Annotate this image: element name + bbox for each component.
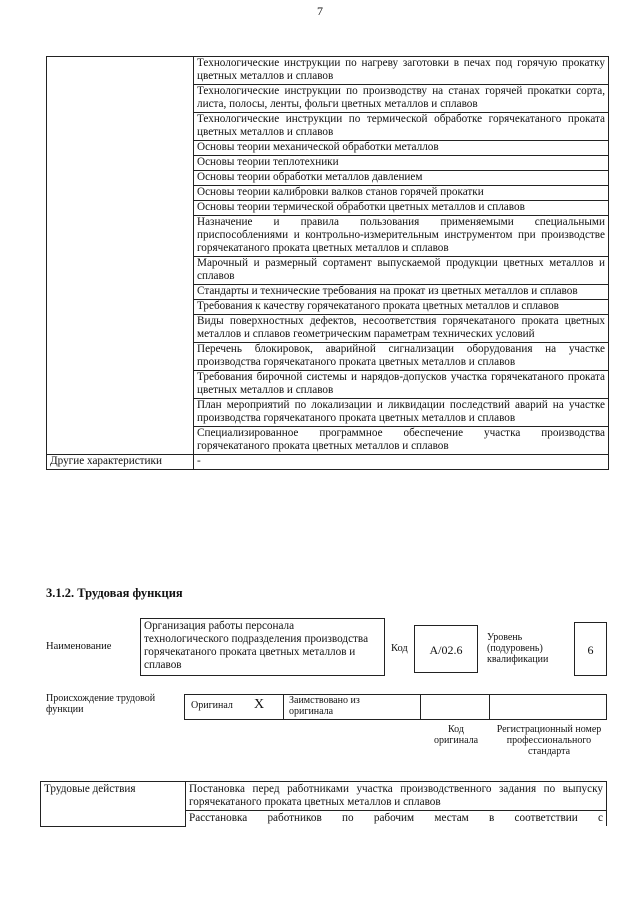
name-label: Наименование bbox=[46, 641, 112, 652]
original-code-cell bbox=[420, 694, 490, 720]
code-caption: Код оригинала bbox=[433, 724, 479, 746]
code-label: Код bbox=[391, 643, 408, 654]
knowledge-cell: Основы теории теплотехники bbox=[194, 156, 609, 171]
function-code: A/02.6 bbox=[429, 643, 463, 657]
knowledge-cell: Технологические инструкции по производству на станах горячей прокатки сорта, листа, полосы, ленты, фольги цветных металлов и сплавов bbox=[194, 85, 609, 113]
table-row bbox=[47, 455, 609, 470]
original-mark: X bbox=[254, 697, 265, 712]
knowledge-cell: Назначение и правила пользования применяемыми специальными приспособлениями и контрольно-измерительным инструментом при производстве горячекатаного проката цветных металлов и сплавов bbox=[194, 216, 609, 257]
knowledge-cell: Марочный и размерный сортамент выпускаемой продукции цветных металлов и сплавов bbox=[194, 257, 609, 285]
level-box bbox=[574, 622, 607, 676]
code-box bbox=[414, 625, 478, 673]
knowledge-cell: Перечень блокировок, аварийной сигнализации оборудования на участке производства горячекатаного проката цветных металлов и сплавов bbox=[194, 343, 609, 371]
knowledge-cell: Основы теории механической обработки металлов bbox=[194, 141, 609, 156]
knowledge-table bbox=[46, 56, 609, 470]
knowledge-cell: Основы теории калибровки валков станов горячей прокатки bbox=[194, 186, 609, 201]
knowledge-cell: План мероприятий по локализации и ликвидации последствий аварий на участке производства горячекатаного проката цветных металлов и сплавов bbox=[194, 399, 609, 427]
table-row bbox=[47, 57, 609, 85]
other-characteristics-value: - bbox=[194, 455, 609, 470]
labor-actions-table bbox=[40, 781, 607, 827]
knowledge-cell: Технологические инструкции по термической обработке горячекатаного проката цветных металлов и сплавов bbox=[194, 113, 609, 141]
action-cell: Расстановка работников по рабочим местам в соответствии с bbox=[186, 811, 607, 827]
function-name: Организация работы персонала технологического подразделения производства горячекатаного проката цветных металлов и сплавов bbox=[144, 620, 369, 671]
section-title: 3.1.2. Трудовая функция bbox=[46, 586, 183, 600]
original-label: Оригинал bbox=[191, 700, 233, 711]
knowledge-cell: Требования бирочной системы и нарядов-допусков участка горячекатаного проката цветных металлов и сплавов bbox=[194, 371, 609, 399]
origin-label: Происхождение трудовой функции bbox=[46, 693, 156, 715]
knowledge-cell: Требования к качеству горячекатаного проката цветных металлов и сплавов bbox=[194, 300, 609, 315]
borrowed-label: Заимствовано из оригинала bbox=[289, 695, 360, 717]
table-row bbox=[41, 782, 607, 811]
knowledge-cell: Виды поверхностных дефектов, несоответствия горячекатаного проката цветных металлов и сплавов геометрическим параметрам технических условий bbox=[194, 315, 609, 343]
knowledge-cell: Основы теории обработки металлов давлением bbox=[194, 171, 609, 186]
level-label: Уровень (подуровень) квалификации bbox=[487, 632, 549, 665]
knowledge-label-cell bbox=[47, 57, 194, 455]
other-characteristics-label: Другие характеристики bbox=[47, 455, 194, 470]
page-number: 7 bbox=[317, 4, 323, 18]
knowledge-cell: Технологические инструкции по нагреву заготовки в печах под горячую прокатку цветных металлов и сплавов bbox=[194, 57, 609, 85]
knowledge-cell: Специализированное программное обеспечение участка производства горячекатаного проката цветных металлов и сплавов bbox=[194, 427, 609, 455]
action-cell: Постановка перед работниками участка производственного задания по выпуску горячекатаного проката цветных металлов и сплавов bbox=[186, 782, 607, 811]
actions-label: Трудовые действия bbox=[41, 782, 186, 827]
reg-number-cell bbox=[489, 694, 607, 720]
function-name-box bbox=[140, 618, 385, 676]
level-value: 6 bbox=[587, 643, 594, 657]
knowledge-cell: Основы теории термической обработки цветных металлов и сплавов bbox=[194, 201, 609, 216]
knowledge-cell: Стандарты и технические требования на прокат из цветных металлов и сплавов bbox=[194, 285, 609, 300]
reg-caption: Регистрационный номер профессионального стандарта bbox=[496, 724, 602, 757]
